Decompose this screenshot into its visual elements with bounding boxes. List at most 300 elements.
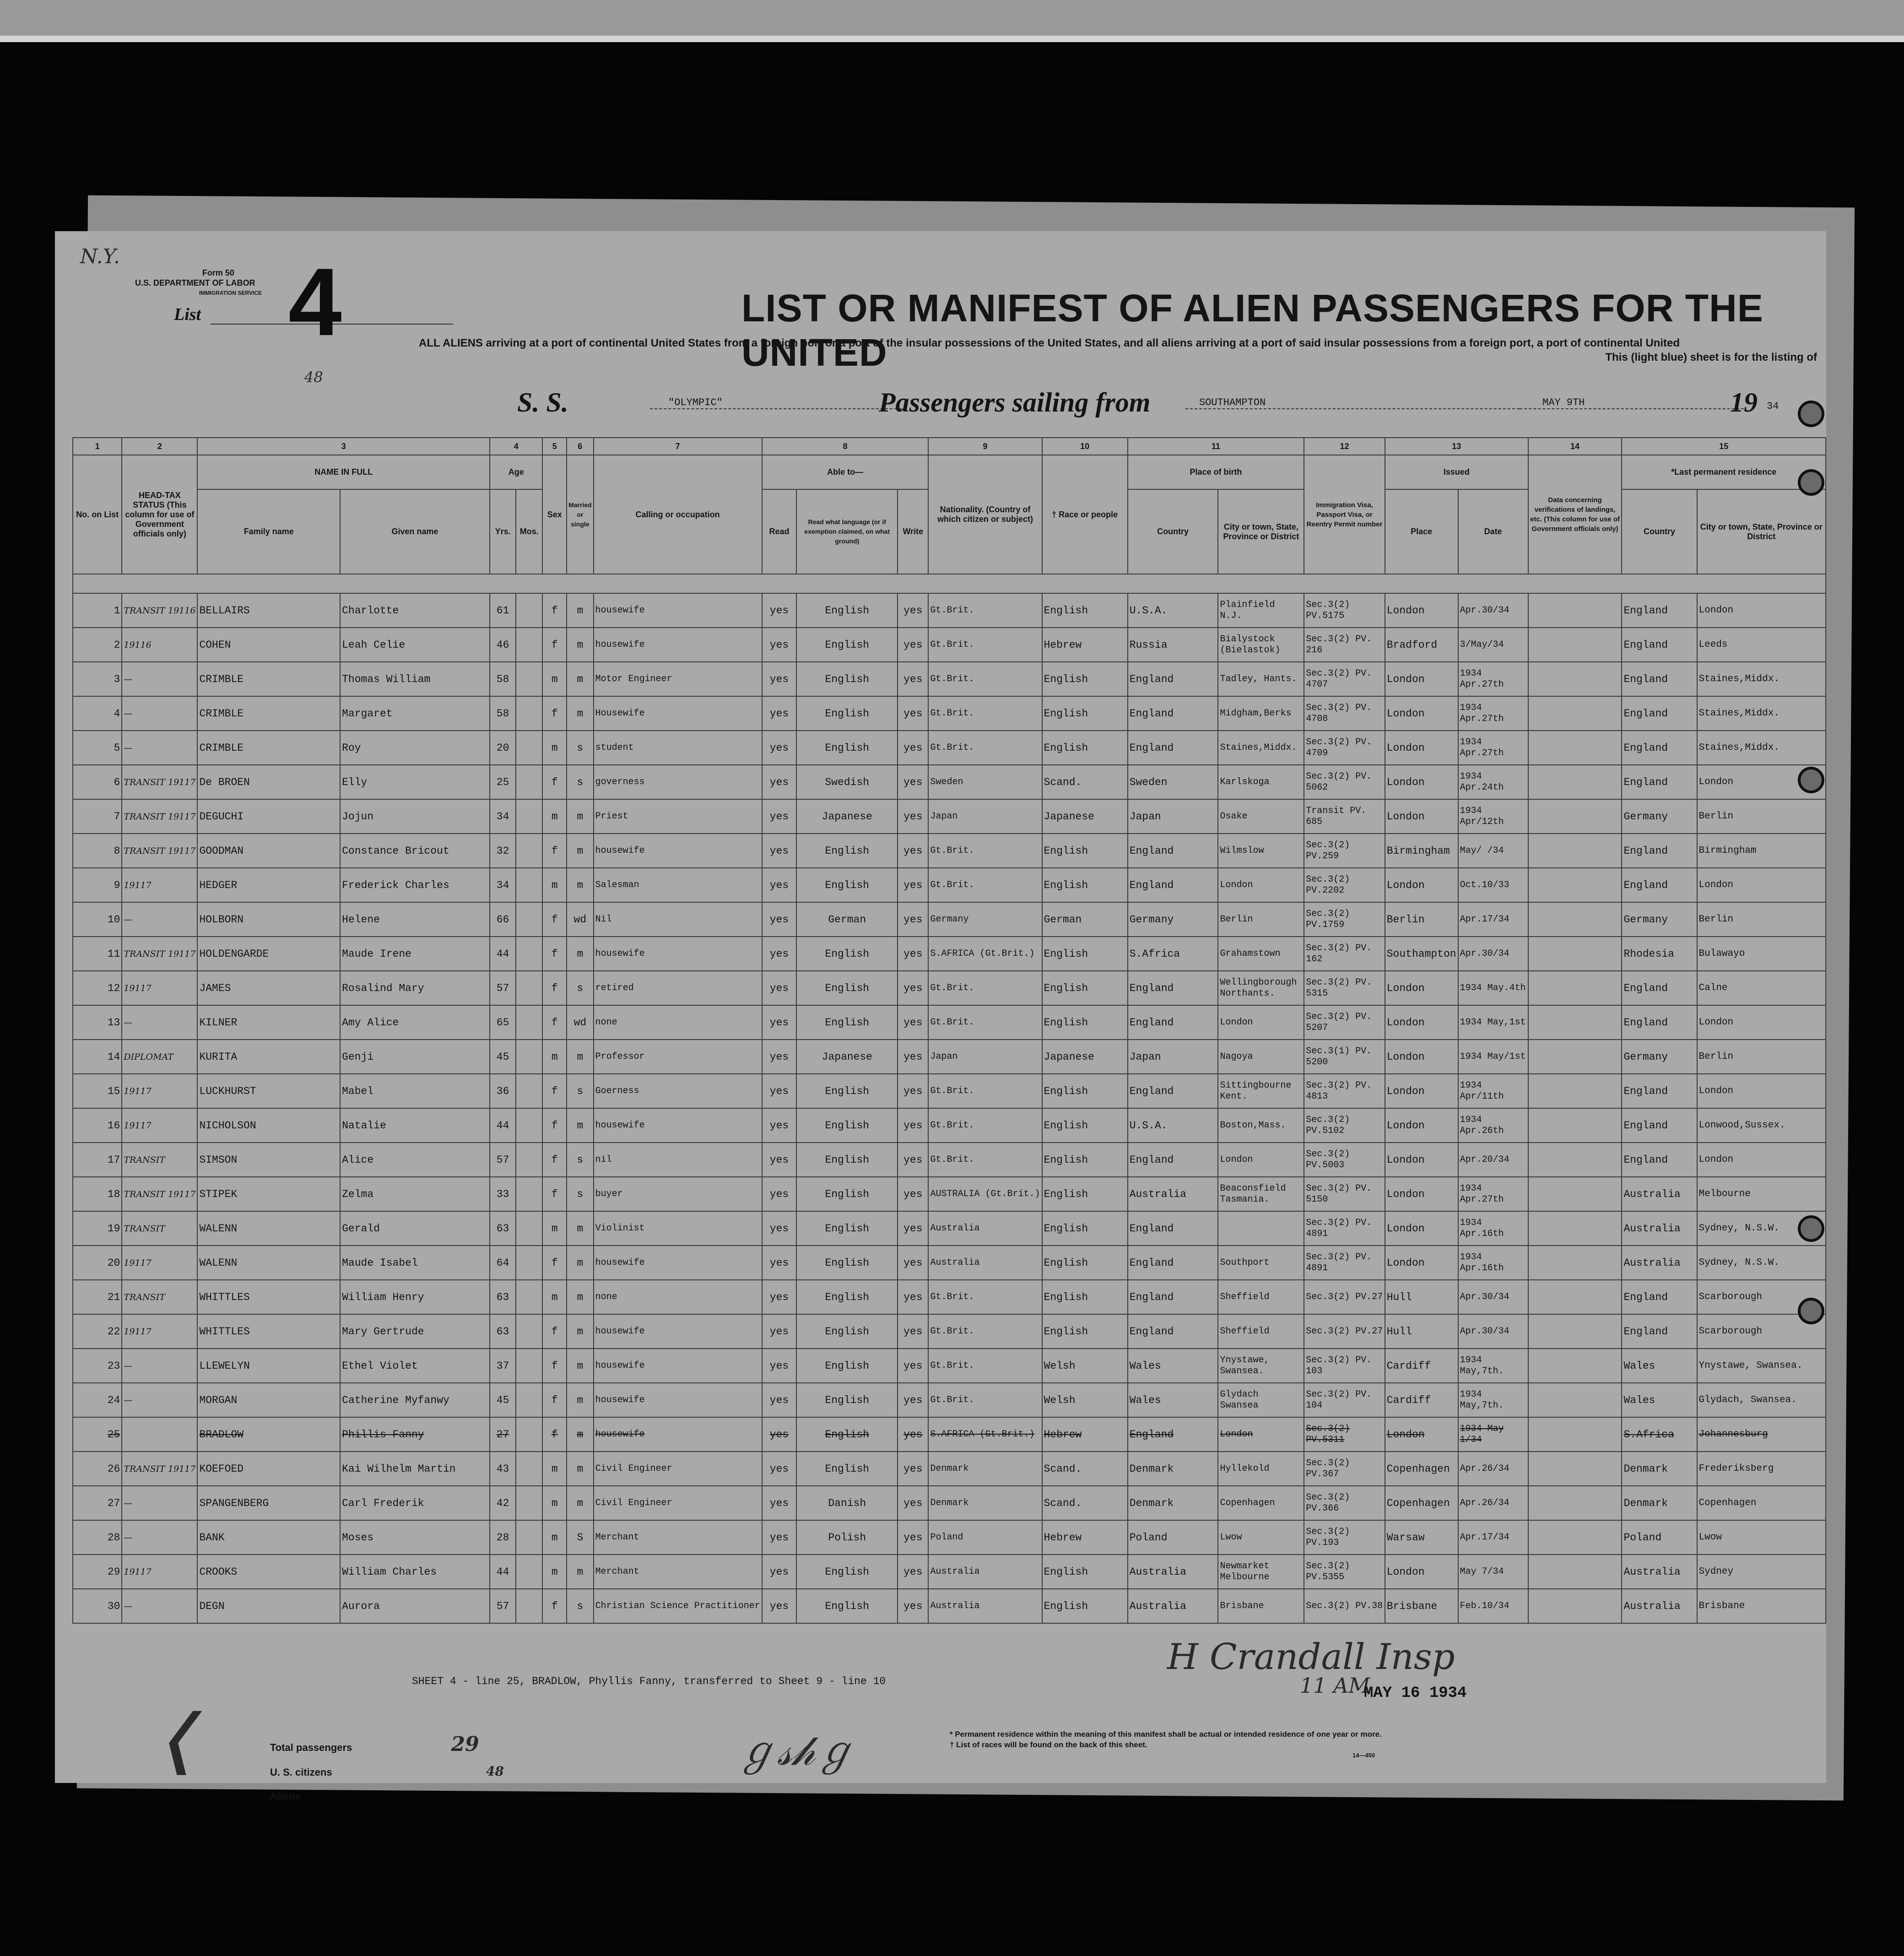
header-age: Age xyxy=(490,455,542,489)
issued-place: London xyxy=(1385,765,1458,799)
birth-city: Boston,Mass. xyxy=(1218,1108,1304,1143)
given-name: Alice xyxy=(340,1143,490,1177)
marital-status: m xyxy=(567,696,594,731)
read-language: English xyxy=(796,1108,898,1143)
nationality: Japan xyxy=(928,1040,1042,1074)
row-number: 22 xyxy=(73,1314,122,1349)
issued-date: Apr.26/34 xyxy=(1458,1486,1528,1520)
birth-country: Denmark xyxy=(1128,1452,1218,1486)
marital-status: m xyxy=(567,868,594,902)
colnum-4: 4 xyxy=(490,438,542,455)
family-name: HEDGER xyxy=(197,868,340,902)
residence-country: England xyxy=(1622,765,1697,799)
age-months xyxy=(516,937,542,971)
age-months xyxy=(516,1108,542,1143)
given-name: Maude Irene xyxy=(340,937,490,971)
can-write: yes xyxy=(898,1211,928,1246)
can-write: yes xyxy=(898,765,928,799)
marital-status: m xyxy=(567,628,594,662)
marital-status: m xyxy=(567,1211,594,1246)
race: Scand. xyxy=(1042,765,1128,799)
nationality: Denmark xyxy=(928,1486,1042,1520)
header-nationality: Nationality. (Country of which citizen or subject) xyxy=(928,455,1042,574)
age-years: 36 xyxy=(490,1074,516,1108)
residence-city: Ynystawe, Swansea. xyxy=(1697,1349,1826,1383)
row-number: 15 xyxy=(73,1074,122,1108)
can-write: yes xyxy=(898,593,928,628)
residence-city: Scarborough xyxy=(1697,1280,1826,1314)
given-name: Leah Celie xyxy=(340,628,490,662)
age-years: 63 xyxy=(490,1314,516,1349)
birth-country: England xyxy=(1128,971,1218,1005)
table-row xyxy=(73,937,1826,971)
family-name: De BROEN xyxy=(197,765,340,799)
family-name: SPANGENBERG xyxy=(197,1486,340,1520)
race: Scand. xyxy=(1042,1452,1128,1486)
birth-country: Germany xyxy=(1128,902,1218,937)
header-residence-city: City or town, State, Province or District xyxy=(1697,489,1826,574)
manifest-subtitle-2: This (light blue) sheet is for the listing of xyxy=(1605,351,1817,363)
birth-country: Sweden xyxy=(1128,765,1218,799)
given-name: Elly xyxy=(340,765,490,799)
given-name: Helene xyxy=(340,902,490,937)
table-row xyxy=(73,1246,1826,1280)
row-number: 8 xyxy=(73,834,122,868)
table-row xyxy=(73,662,1826,696)
can-read: yes xyxy=(762,1177,797,1211)
head-tax-status: 19117 xyxy=(122,1074,197,1108)
row-number: 4 xyxy=(73,696,122,731)
verification-data xyxy=(1528,1589,1622,1623)
can-write: yes xyxy=(898,1452,928,1486)
given-name: Carl Frederik xyxy=(340,1486,490,1520)
sailing-date: MAY 9TH xyxy=(1520,397,1744,409)
issued-place: London xyxy=(1385,971,1458,1005)
birth-country: England xyxy=(1128,1005,1218,1040)
issued-place: Berlin xyxy=(1385,902,1458,937)
residence-city: Sydney, N.S.W. xyxy=(1697,1246,1826,1280)
visa-number: Sec.3(2) PV. 5150 xyxy=(1304,1177,1385,1211)
marital-status: m xyxy=(567,1555,594,1589)
stamp-time: 11 AM xyxy=(1300,1673,1370,1698)
read-language: English xyxy=(796,971,898,1005)
read-language: English xyxy=(796,662,898,696)
row-number: 29 xyxy=(73,1555,122,1589)
residence-country: Australia xyxy=(1622,1211,1697,1246)
issued-place: Cardiff xyxy=(1385,1349,1458,1383)
header-given-name: Given name xyxy=(340,489,490,574)
nationality: Sweden xyxy=(928,765,1042,799)
residence-city: Copenhagen xyxy=(1697,1486,1826,1520)
row-number: 26 xyxy=(73,1452,122,1486)
sex: f xyxy=(542,765,567,799)
can-write: yes xyxy=(898,1520,928,1555)
birth-city: Bialystock (Bielastok) xyxy=(1218,628,1304,662)
marital-status: wd xyxy=(567,902,594,937)
birth-country: England xyxy=(1128,731,1218,765)
can-read: yes xyxy=(762,1040,797,1074)
can-read: yes xyxy=(762,1280,797,1314)
can-read: yes xyxy=(762,971,797,1005)
header-read: Read xyxy=(762,489,797,574)
sex: m xyxy=(542,1211,567,1246)
birth-city: London xyxy=(1218,1143,1304,1177)
marital-status: s xyxy=(567,731,594,765)
verification-data xyxy=(1528,1246,1622,1280)
row-number: 24 xyxy=(73,1383,122,1417)
nationality: Gt.Brit. xyxy=(928,1349,1042,1383)
issued-date: 1934 Apr.24th xyxy=(1458,765,1528,799)
can-write: yes xyxy=(898,1040,928,1074)
can-read: yes xyxy=(762,1143,797,1177)
age-months xyxy=(516,1520,542,1555)
visa-number: Sec.3(2) PV. 103 xyxy=(1304,1349,1385,1383)
occupation: housewife xyxy=(594,1383,762,1417)
can-write: yes xyxy=(898,868,928,902)
visa-number: Sec.3(2) PV. 5062 xyxy=(1304,765,1385,799)
colnum-2: 2 xyxy=(122,438,197,455)
family-name: WHITTLES xyxy=(197,1314,340,1349)
issued-date: 1934 Apr.27th xyxy=(1458,696,1528,731)
age-years: 63 xyxy=(490,1211,516,1246)
residence-country: Wales xyxy=(1622,1383,1697,1417)
table-row xyxy=(73,1211,1826,1246)
race: English xyxy=(1042,731,1128,765)
marital-status: s xyxy=(567,765,594,799)
can-write: yes xyxy=(898,1314,928,1349)
race: English xyxy=(1042,1589,1128,1623)
header-issued-date: Date xyxy=(1458,489,1528,574)
nationality: Gt.Brit. xyxy=(928,1383,1042,1417)
nationality: Gt.Brit. xyxy=(928,1314,1042,1349)
occupation: retired xyxy=(594,971,762,1005)
marital-status: m xyxy=(567,1486,594,1520)
residence-country: England xyxy=(1622,1280,1697,1314)
head-tax-status: TRANSIT xyxy=(122,1280,197,1314)
nationality: Australia xyxy=(928,1589,1042,1623)
scanner-top-strip xyxy=(0,36,1904,42)
issued-place: London xyxy=(1385,731,1458,765)
issued-place: London xyxy=(1385,593,1458,628)
birth-city: Sheffield xyxy=(1218,1314,1304,1349)
birth-country: S.Africa xyxy=(1128,937,1218,971)
head-tax-status: TRANSIT 19117 xyxy=(122,1452,197,1486)
occupation: Civil Engineer xyxy=(594,1486,762,1520)
given-name: Kai Wilhelm Martin xyxy=(340,1452,490,1486)
table-row xyxy=(73,1040,1826,1074)
issued-place: Copenhagen xyxy=(1385,1452,1458,1486)
birth-city: Beaconsfield Tasmania. xyxy=(1218,1177,1304,1211)
age-months xyxy=(516,799,542,834)
nationality: S.AFRICA (Gt.Brit.) xyxy=(928,1417,1042,1452)
issued-date: Apr.30/34 xyxy=(1458,1280,1528,1314)
issued-place: Cardiff xyxy=(1385,1383,1458,1417)
birth-city: London xyxy=(1218,1417,1304,1452)
marital-status: m xyxy=(567,1349,594,1383)
nationality: Japan xyxy=(928,799,1042,834)
birth-city: Lwow xyxy=(1218,1520,1304,1555)
visa-number: Sec.3(2) PV.5102 xyxy=(1304,1108,1385,1143)
sex: f xyxy=(542,1246,567,1280)
can-write: yes xyxy=(898,731,928,765)
read-language: Swedish xyxy=(796,765,898,799)
row-number: 12 xyxy=(73,971,122,1005)
table-row xyxy=(73,1108,1826,1143)
manifest-table xyxy=(72,437,1826,1624)
table-row xyxy=(73,1280,1826,1314)
table-row xyxy=(73,628,1826,662)
head-tax-status: — xyxy=(122,1383,197,1417)
race: German xyxy=(1042,902,1128,937)
residence-city: Brisbane xyxy=(1697,1589,1826,1623)
marital-status: wd xyxy=(567,1005,594,1040)
occupation: housewife xyxy=(594,1246,762,1280)
head-tax-status: 19117 xyxy=(122,1314,197,1349)
table-row xyxy=(73,799,1826,834)
issued-date: 1934 Apr.26th xyxy=(1458,1108,1528,1143)
residence-country: England xyxy=(1622,1074,1697,1108)
age-months xyxy=(516,696,542,731)
given-name: William Charles xyxy=(340,1555,490,1589)
issued-date: 1934 May 1/34 xyxy=(1458,1417,1528,1452)
colnum-15: 15 xyxy=(1622,438,1826,455)
birth-country: Australia xyxy=(1128,1177,1218,1211)
birth-country: England xyxy=(1128,662,1218,696)
race: English xyxy=(1042,1074,1128,1108)
residence-country: Denmark xyxy=(1622,1486,1697,1520)
us-citizens-row xyxy=(270,1760,504,1784)
sex: m xyxy=(542,1280,567,1314)
age-months xyxy=(516,971,542,1005)
age-months xyxy=(516,1040,542,1074)
transfer-note: SHEET 4 - line 25, BRADLOW, Phyllis Fanny, transferred to Sheet 9 - line 10 xyxy=(412,1675,886,1687)
table-row xyxy=(73,1589,1826,1623)
birth-country: England xyxy=(1128,1280,1218,1314)
residence-city: London xyxy=(1697,1005,1826,1040)
read-language: English xyxy=(796,1143,898,1177)
residence-city: Staines,Middx. xyxy=(1697,662,1826,696)
occupation: housewife xyxy=(594,1314,762,1349)
family-name: STIPEK xyxy=(197,1177,340,1211)
can-read: yes xyxy=(762,834,797,868)
nationality: Poland xyxy=(928,1520,1042,1555)
marital-status: m xyxy=(567,662,594,696)
verification-data xyxy=(1528,1005,1622,1040)
birth-country: Japan xyxy=(1128,1040,1218,1074)
table-row xyxy=(73,731,1826,765)
can-write: yes xyxy=(898,1589,928,1623)
read-language: English xyxy=(796,1246,898,1280)
sex: m xyxy=(542,799,567,834)
issued-date: Apr.30/34 xyxy=(1458,937,1528,971)
birth-country: England xyxy=(1128,696,1218,731)
age-months xyxy=(516,1280,542,1314)
visa-number: Sec.3(2) PV.38 xyxy=(1304,1589,1385,1623)
marital-status: s xyxy=(567,1143,594,1177)
read-language: English xyxy=(796,1177,898,1211)
head-tax-status: TRANSIT 19117 xyxy=(122,937,197,971)
residence-country: England xyxy=(1622,1314,1697,1349)
table-row xyxy=(73,696,1826,731)
nationality: Australia xyxy=(928,1246,1042,1280)
read-language: English xyxy=(796,628,898,662)
issued-place: Bradford xyxy=(1385,628,1458,662)
birth-country: Russia xyxy=(1128,628,1218,662)
marital-status: s xyxy=(567,1177,594,1211)
sex: f xyxy=(542,1383,567,1417)
nationality: Gt.Brit. xyxy=(928,868,1042,902)
residence-city: Lwow xyxy=(1697,1520,1826,1555)
sex: m xyxy=(542,1520,567,1555)
age-years: 66 xyxy=(490,902,516,937)
family-name: KOEFOED xyxy=(197,1452,340,1486)
age-years: 32 xyxy=(490,834,516,868)
birth-country: England xyxy=(1128,1314,1218,1349)
row-number: 18 xyxy=(73,1177,122,1211)
sex: f xyxy=(542,593,567,628)
read-language: English xyxy=(796,1005,898,1040)
row-number: 5 xyxy=(73,731,122,765)
binder-hole xyxy=(1798,767,1824,793)
read-language: English xyxy=(796,868,898,902)
table-row xyxy=(73,1452,1826,1486)
birth-city: Ynystawe, Swansea. xyxy=(1218,1349,1304,1383)
read-language: English xyxy=(796,1589,898,1623)
visa-number: Transit PV. 685 xyxy=(1304,799,1385,834)
age-years: 44 xyxy=(490,1108,516,1143)
row-number: 10 xyxy=(73,902,122,937)
given-name: Phillis Fanny xyxy=(340,1417,490,1452)
race: English xyxy=(1042,1177,1128,1211)
row-number: 6 xyxy=(73,765,122,799)
family-name: CRIMBLE xyxy=(197,662,340,696)
head-tax-status: — xyxy=(122,902,197,937)
occupation: Priest xyxy=(594,799,762,834)
race: English xyxy=(1042,1005,1128,1040)
race: English xyxy=(1042,593,1128,628)
row-number: 11 xyxy=(73,937,122,971)
residence-city: Bulawayo xyxy=(1697,937,1826,971)
issued-date: Apr.20/34 xyxy=(1458,1143,1528,1177)
occupation: Motor Engineer xyxy=(594,662,762,696)
issued-place: London xyxy=(1385,1417,1458,1452)
age-months xyxy=(516,1211,542,1246)
occupation: Christian Science Practitioner xyxy=(594,1589,762,1623)
header-spacer xyxy=(73,574,1826,593)
residence-country: England xyxy=(1622,696,1697,731)
age-years: 34 xyxy=(490,868,516,902)
read-language: Japanese xyxy=(796,1040,898,1074)
given-name: Gerald xyxy=(340,1211,490,1246)
family-name: LLEWELYN xyxy=(197,1349,340,1383)
can-read: yes xyxy=(762,1005,797,1040)
master-signature: ℊ𝓈𝒽ℊ xyxy=(737,1727,855,1774)
race: Japanese xyxy=(1042,1040,1128,1074)
birth-country: Poland xyxy=(1128,1520,1218,1555)
residence-country: England xyxy=(1622,971,1697,1005)
row-number: 3 xyxy=(73,662,122,696)
marital-status: S xyxy=(567,1520,594,1555)
birth-country: England xyxy=(1128,1143,1218,1177)
verification-data xyxy=(1528,662,1622,696)
header-issued: Issued xyxy=(1385,455,1528,489)
bureau-label: IMMIGRATION SERVICE xyxy=(199,290,262,296)
residence-city: Lonwood,Sussex. xyxy=(1697,1108,1826,1143)
age-months xyxy=(516,1417,542,1452)
header-last-residence: *Last permanent residence xyxy=(1622,455,1826,489)
head-tax-status: — xyxy=(122,1349,197,1383)
occupation: Merchant xyxy=(594,1520,762,1555)
birth-city: London xyxy=(1218,1005,1304,1040)
race: English xyxy=(1042,1211,1128,1246)
colnum-11: 11 xyxy=(1128,438,1304,455)
residence-city: Scarborough xyxy=(1697,1314,1826,1349)
table-row xyxy=(73,971,1826,1005)
verification-data xyxy=(1528,1040,1622,1074)
residence-country: Australia xyxy=(1622,1177,1697,1211)
sex: f xyxy=(542,1143,567,1177)
table-row xyxy=(73,593,1826,628)
issued-date: 1934 Apr/11th xyxy=(1458,1074,1528,1108)
read-language: English xyxy=(796,1555,898,1589)
marital-status: s xyxy=(567,1074,594,1108)
birth-country: England xyxy=(1128,1211,1218,1246)
birth-country: Japan xyxy=(1128,799,1218,834)
can-read: yes xyxy=(762,696,797,731)
given-name: Margaret xyxy=(340,696,490,731)
verification-data xyxy=(1528,834,1622,868)
header-calling: Calling or occupation xyxy=(594,455,762,574)
race: English xyxy=(1042,1555,1128,1589)
issued-date: 1934 May,1st xyxy=(1458,1005,1528,1040)
head-tax-status: — xyxy=(122,1486,197,1520)
table-row xyxy=(73,1486,1826,1520)
can-write: yes xyxy=(898,902,928,937)
header-race: † Race or people xyxy=(1042,455,1128,574)
residence-city: London xyxy=(1697,1074,1826,1108)
birth-country: England xyxy=(1128,1246,1218,1280)
visa-number: Sec.3(2) PV.5355 xyxy=(1304,1555,1385,1589)
issued-place: London xyxy=(1385,1074,1458,1108)
year-prefix: 19 xyxy=(1730,387,1758,417)
header-name-in-full: NAME IN FULL xyxy=(197,455,490,489)
binder-hole xyxy=(1798,1215,1824,1242)
residence-city: Frederiksberg xyxy=(1697,1452,1826,1486)
can-read: yes xyxy=(762,902,797,937)
age-years: 58 xyxy=(490,696,516,731)
age-years: 20 xyxy=(490,731,516,765)
head-tax-status: 19117 xyxy=(122,868,197,902)
age-years: 45 xyxy=(490,1383,516,1417)
sex: f xyxy=(542,1349,567,1383)
form-code: 14—450 xyxy=(1352,1752,1375,1759)
can-write: yes xyxy=(898,1074,928,1108)
family-name: KURITA xyxy=(197,1040,340,1074)
row-number: 13 xyxy=(73,1005,122,1040)
read-language: Japanese xyxy=(796,799,898,834)
can-write: yes xyxy=(898,696,928,731)
header-read-language: Read what language (or if exemption claimed, on what ground) xyxy=(796,489,898,574)
can-read: yes xyxy=(762,1555,797,1589)
issued-date: 1934 Apr.27th xyxy=(1458,731,1528,765)
residence-country: Australia xyxy=(1622,1246,1697,1280)
race: English xyxy=(1042,834,1128,868)
row-number: 9 xyxy=(73,868,122,902)
birth-city: Brisbane xyxy=(1218,1589,1304,1623)
read-language: German xyxy=(796,902,898,937)
occupation: housewife xyxy=(594,628,762,662)
age-months xyxy=(516,1143,542,1177)
